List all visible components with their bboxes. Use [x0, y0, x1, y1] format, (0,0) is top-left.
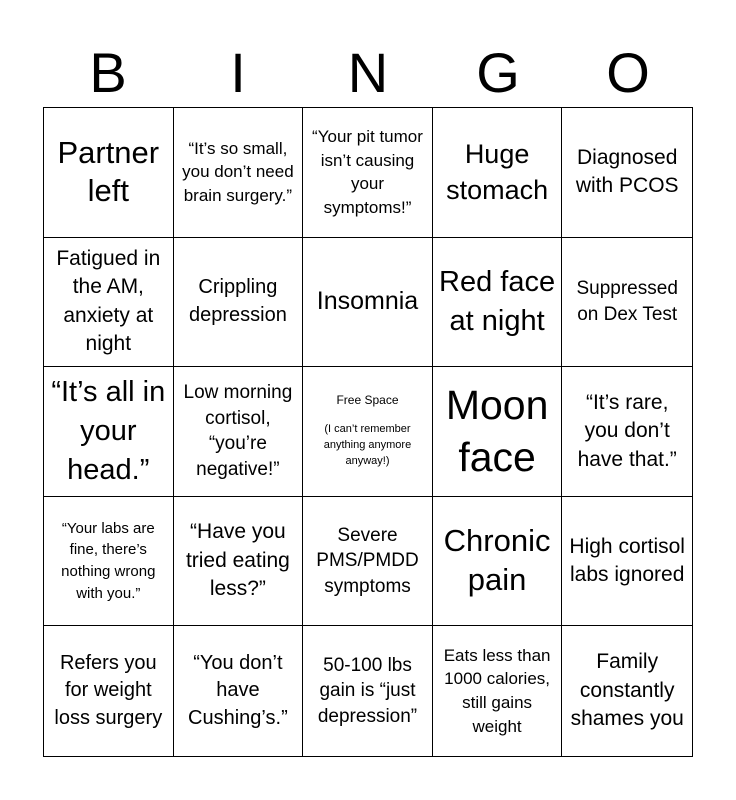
bingo-cell[interactable]: Refers you for weight loss surgery: [44, 626, 174, 756]
bingo-cell[interactable]: “It’s rare, you don’t have that.”: [562, 367, 692, 497]
bingo-cell[interactable]: Severe PMS/PMDD symptoms: [303, 497, 433, 627]
bingo-cell[interactable]: Red face at night: [433, 238, 563, 368]
bingo-cell[interactable]: Chronic pain: [433, 497, 563, 627]
bingo-cell[interactable]: Partner left: [44, 108, 174, 238]
bingo-cell[interactable]: “It’s so small, you don’t need brain surgery.”: [174, 108, 304, 238]
header-letter-o: O: [606, 41, 650, 104]
bingo-cell[interactable]: 50-100 lbs gain is “just depression”: [303, 626, 433, 756]
bingo-cell[interactable]: Diagnosed with PCOS: [562, 108, 692, 238]
bingo-cell[interactable]: Suppressed on Dex Test: [562, 238, 692, 368]
bingo-cell[interactable]: “It’s all in your head.”: [44, 367, 174, 497]
header-letter-g: G: [476, 41, 520, 104]
header-letter-i: I: [230, 41, 246, 104]
bingo-cell[interactable]: Family constantly shames you: [570, 650, 684, 731]
bingo-cell[interactable]: Low morning cortisol, “you’re negative!”: [174, 367, 304, 497]
free-space-title: Free Space: [336, 393, 399, 408]
bingo-board: [43, 107, 693, 757]
bingo-cell[interactable]: Eats less than 1000 calories, still gains weight: [433, 626, 563, 756]
bingo-cell[interactable]: Insomnia: [303, 238, 433, 368]
free-space-subtitle: (I can’t remember anything anymore anyway!): [323, 422, 412, 467]
header-letter-n: N: [347, 41, 389, 104]
header-letter-b: B: [89, 41, 127, 104]
bingo-cell[interactable]: Crippling depression: [174, 238, 304, 368]
bingo-cell[interactable]: High cortisol labs ignored: [562, 497, 692, 627]
bingo-cell[interactable]: Fatigued in the AM, anxiety at night: [44, 238, 174, 368]
bingo-cell[interactable]: “Have you tried eating less?”: [174, 497, 304, 627]
bingo-cell[interactable]: “Your pit tumor isn’t causing your symptoms!”: [303, 108, 433, 238]
free-space-cell[interactable]: [303, 367, 433, 497]
bingo-cell[interactable]: Huge stomach: [433, 108, 563, 238]
bingo-cell[interactable]: “You don’t have Cushing’s.”: [174, 626, 304, 756]
bingo-header: [43, 38, 693, 108]
bingo-cell[interactable]: Moon face: [433, 367, 563, 497]
bingo-cell[interactable]: “Your labs are fine, there’s nothing wrong with you.”: [44, 497, 174, 627]
